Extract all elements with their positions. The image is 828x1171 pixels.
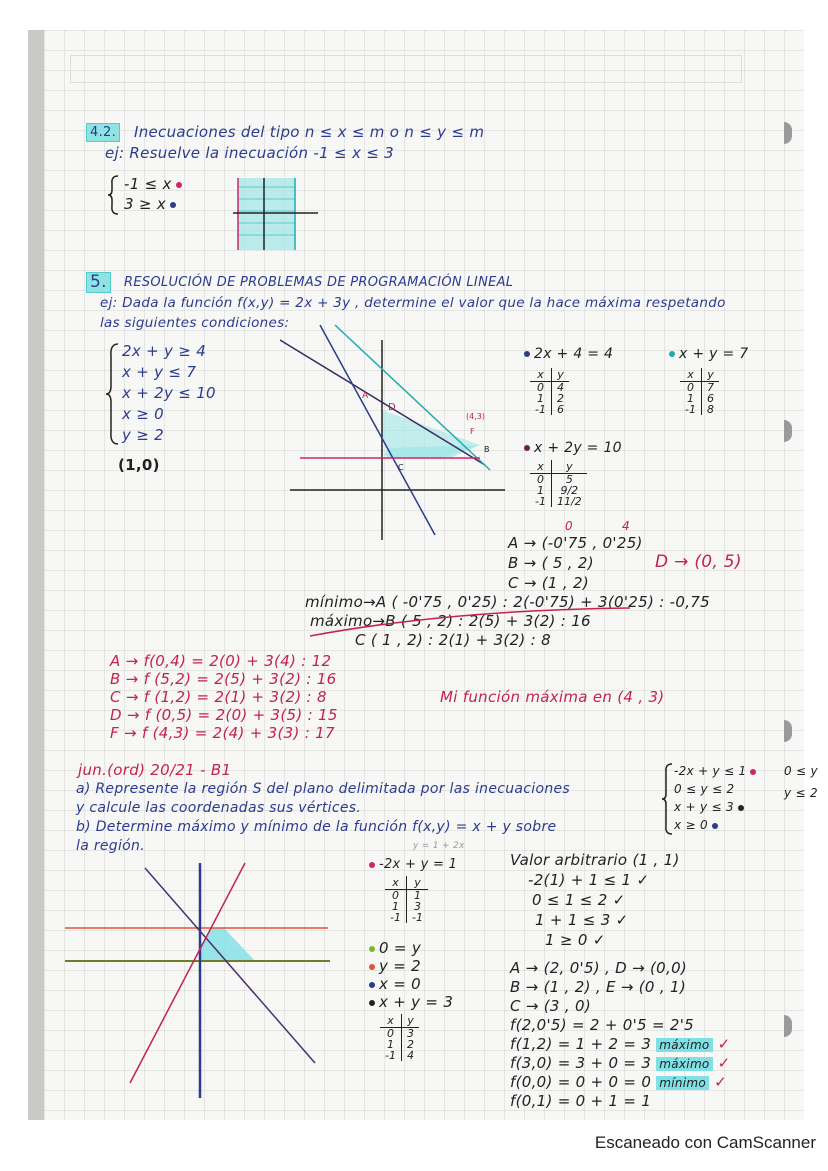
strike-line: [300, 600, 700, 640]
constraint: y ≥ 2: [122, 426, 165, 444]
graph-strip: [230, 175, 320, 255]
inequality: -1 ≤ x: [124, 176, 186, 193]
correction: 4: [622, 519, 630, 533]
exercise-text: b) Determine máximo y mínimo de la función f(x,y) = x + y sobre: [76, 819, 557, 835]
vertex-label: A: [362, 391, 369, 401]
evaluation: f(3,0) = 3 + 0 = 3 máximo ✓: [510, 1054, 731, 1072]
constraint: x + y ≤ 7: [122, 363, 197, 381]
check: -2(1) + 1 ≤ 1 ✓: [528, 871, 650, 889]
vertex: A → (-0'75 , 0'25): [508, 534, 643, 552]
system-brace: [104, 342, 120, 446]
region-graph: [60, 858, 335, 1103]
evaluation: C → f (1,2) = 2(1) + 3(2) : 8: [110, 688, 327, 706]
value-table: x y 0 3 1 2 -1 4: [380, 1014, 419, 1061]
feasible-region-graph: [280, 320, 510, 545]
inequality: 3 ≥ x: [124, 196, 180, 213]
exercise-text: y calcule las coordenadas sus vértices.: [76, 800, 362, 816]
constraint: x + 2y ≤ 10: [122, 384, 216, 402]
constraint: x + y ≤ 3: [674, 800, 748, 814]
value-table: x y 0 4 1 2 -1 6: [530, 368, 569, 415]
vertex-d: D → (0, 5): [655, 552, 742, 572]
section-title: RESOLUCIÓN DE PROBLEMAS DE PROGRAMACIÓN LINEAL: [124, 275, 514, 290]
evaluation: D → f (0,5) = 2(0) + 3(5) : 15: [110, 706, 338, 724]
vertex-label: (4,3): [466, 412, 485, 421]
vertex: B → (1 , 2) , E → (0 , 1): [510, 978, 686, 996]
value-table: x y 0 5 1 9/2 -1 11/2: [530, 460, 587, 507]
evaluation: f(0,0) = 0 + 0 = 0 mínimo ✓: [510, 1073, 727, 1091]
constraint: -2x + y ≤ 1: [674, 764, 760, 778]
evaluation: mínimo→A ( -0'75 , 0'25) : 2(-0'75) + 3(0'25) : -0,75: [305, 593, 710, 611]
example-text: las siguientes condiciones:: [100, 315, 290, 331]
vertex: A → (2, 0'5) , D → (0,0): [510, 959, 688, 977]
section-number: 5.: [86, 272, 111, 293]
evaluation: A → f(0,4) = 2(0) + 3(4) : 12: [110, 652, 332, 670]
section-title: Inecuaciones del tipo n ≤ x ≤ m o n ≤ y ≤ m: [134, 123, 485, 141]
check: 1 + 1 ≤ 3 ✓: [535, 911, 629, 929]
example-text: ej: Resuelve la inecuación -1 ≤ x ≤ 3: [105, 144, 394, 162]
evaluation: F → f (4,3) = 2(4) + 3(3) : 17: [110, 724, 335, 742]
check-title: Valor arbitrario (1 , 1): [510, 851, 680, 869]
split-constraint: y ≤ 2: [784, 786, 818, 800]
min-tag: mínimo: [656, 1076, 709, 1090]
equation-label: x + y = 7: [665, 346, 748, 363]
correction: 0: [565, 519, 573, 533]
vertex-label: F: [470, 427, 475, 436]
constraint: x ≥ 0: [674, 818, 722, 832]
vertex-label: D: [388, 402, 396, 413]
split-constraint: 0 ≤ y: [784, 764, 818, 778]
line-label: x = 0: [365, 976, 421, 993]
max-tag: máximo: [656, 1038, 712, 1052]
vertex: C → (3 , 0): [510, 997, 591, 1015]
page-header-box: [70, 55, 742, 83]
note: y = 1 + 2x: [413, 841, 465, 851]
system-brace: [660, 762, 674, 836]
exercise-heading: jun.(ord) 20/21 - B1: [78, 761, 232, 779]
line-label: y = 2: [365, 958, 421, 975]
evaluation: C ( 1 , 2) : 2(1) + 3(2) : 8: [355, 631, 551, 649]
constraint: 2x + y ≥ 4: [122, 342, 207, 360]
evaluation: f(2,0'5) = 2 + 0'5 = 2'5: [510, 1016, 694, 1034]
value-table: x y 0 7 1 6 -1 8: [680, 368, 719, 415]
exercise-text: la región.: [76, 838, 145, 854]
evaluation: B → f (5,2) = 2(5) + 3(2) : 16: [110, 670, 337, 688]
vertex: C → (1 , 2): [508, 574, 589, 592]
evaluation: f(1,2) = 1 + 2 = 3 máximo ✓: [510, 1035, 731, 1053]
exercise-text: a) Represente la región S del plano delimitada por las inecuaciones: [76, 781, 571, 797]
equation-label: -2x + y = 1: [365, 856, 457, 873]
conclusion: Mi función máxima en (4 , 3): [440, 688, 665, 706]
section-number: 4.2.: [86, 123, 120, 142]
value-table: x y 0 1 1 3 -1 -1: [385, 876, 428, 923]
equation-label: 2x + 4 = 4: [520, 346, 613, 363]
line-label: x + y = 3: [365, 994, 453, 1011]
constraint: 0 ≤ y ≤ 2: [674, 782, 735, 796]
evaluation: máximo→B ( 5 , 2) : 2(5) + 3(2) : 16: [310, 612, 591, 630]
vertex-label: B: [484, 445, 490, 454]
scanner-watermark: Escaneado con CamScanner: [594, 1133, 816, 1152]
vertex: B → ( 5 , 2): [508, 554, 594, 572]
system-brace: [106, 174, 120, 216]
equation-label: x + 2y = 10: [520, 440, 622, 457]
point-label: (1,0): [118, 456, 160, 474]
check: 1 ≥ 0 ✓: [545, 931, 606, 949]
check: 0 ≤ 1 ≤ 2 ✓: [532, 891, 626, 909]
example-text: ej: Dada la función f(x,y) = 2x + 3y , determine el valor que la hace máxima respetando: [100, 295, 726, 311]
line-label: 0 = y: [365, 940, 421, 957]
vertex-label: C: [398, 463, 404, 472]
max-tag: máximo: [656, 1057, 712, 1071]
constraint: x ≥ 0: [122, 405, 165, 423]
evaluation: f(0,1) = 0 + 1 = 1: [510, 1092, 652, 1110]
